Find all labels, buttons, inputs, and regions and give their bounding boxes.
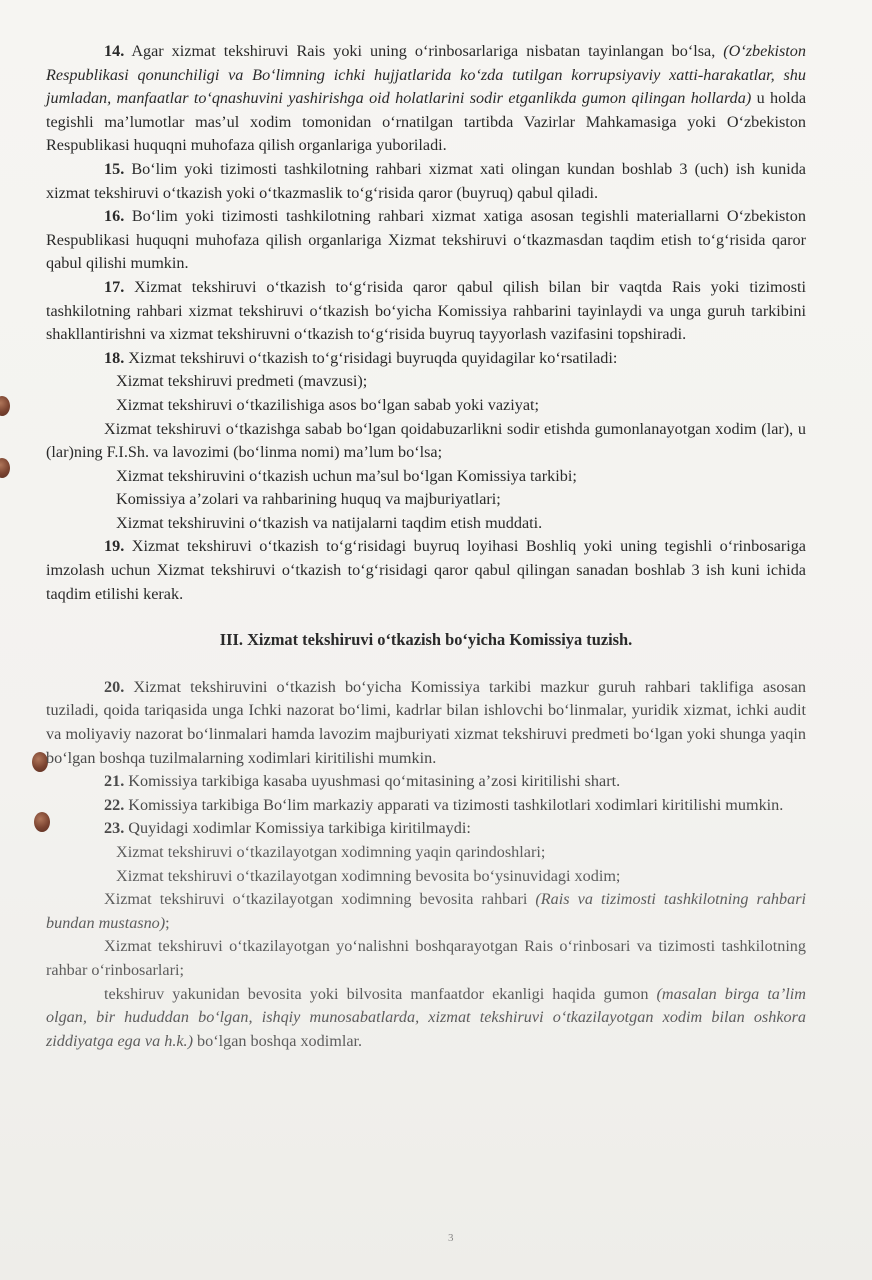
list-item-text: Xizmat tekshiruvini o‘tkazish uchun ma’sul bo‘lgan Komissiya tarkibi; <box>116 466 577 485</box>
list-item-text: bo‘lgan boshqa xodimlar. <box>193 1031 363 1050</box>
paragraph-number: 21. <box>104 772 125 791</box>
list-item <box>46 465 806 489</box>
list-item-text: Xizmat tekshiruvi o‘tkazilishiga asos bo‘lgan sabab yoki vaziyat; <box>116 395 540 414</box>
list-item <box>46 394 806 418</box>
paragraph-text: Xizmat tekshiruvi o‘tkazish to‘g‘risidagi buyruqda quyidagilar ko‘rsatiladi: <box>124 348 618 367</box>
list-item-text: Xizmat tekshiruvi o‘tkazilayotgan xodimning bevosita bo‘ysinuvidagi xodim; <box>116 866 621 885</box>
list-item-text: Xizmat tekshiruvi o‘tkazilayotgan xodimning bevosita rahbari <box>104 890 536 909</box>
paragraph-number: 15. <box>104 159 125 178</box>
paragraph-text: Komissiya tarkibiga Bo‘lim markaziy apparati va tizimosti tashkilotlari xodimlari kiritilishi mumkin. <box>124 795 784 814</box>
paragraph-number: 23. <box>104 819 125 838</box>
paragraph-number: 22. <box>104 795 125 814</box>
list-item <box>46 841 806 865</box>
list-item <box>46 935 806 982</box>
list-item-text: tekshiruv yakunidan bevosita yoki bilvosita manfaatdor ekanligi haqida gumon <box>104 984 657 1003</box>
italic-clause: (O‘zbekiston Respublikasi qonunchiligi va Bo‘limning ichki hujjatlarida ko‘zda tutilgan korrupsiyaviy xatti-harakatlar, shu jumladan, manfaatlar to‘qnashuvini yashirishga oid holatlarini sodir etganlikda gumon qilingan hollarda) <box>46 42 806 108</box>
list-item <box>46 370 806 394</box>
list-item-text: Xizmat tekshiruvi o‘tkazilayotgan yo‘nalishni boshqarayotgan Rais o‘rinbosari va tizimosti tashkilotning rahbar o‘rinbosarlari; <box>46 937 806 979</box>
list-item-text: Xizmat tekshiruvi o‘tkazishga sabab bo‘lgan qoidabuzarlikni sodir etishda gumonlanayotgan xodim (lar), u (lar)ning F.I.Sh. va lavozimi (bo‘linma nomi) ma’lum bo‘lsa; <box>46 419 806 462</box>
paragraph-number: 20. <box>104 677 125 696</box>
paragraph-17 <box>46 276 806 347</box>
list-item <box>46 512 806 536</box>
paragraph-20 <box>46 676 806 770</box>
list-item <box>46 983 806 1054</box>
paragraph-23 <box>46 817 806 841</box>
punch-hole <box>0 458 10 478</box>
punch-hole <box>0 396 10 416</box>
section-heading: III. Xizmat tekshiruvi o‘tkazish bo‘yicha Komissiya tuzish. <box>219 630 633 650</box>
paragraph-text: Bo‘lim yoki tizimosti tashkilotning rahbari xizmat xatiga asosan tegishli materiallarni O‘zbekiston Respublikasi huquqni muhofaza qilish organlariga Xizmat tekshiruvi o‘tkazmasdan taqdim etish to‘g‘risida qaror qabul qilishi mumkin. <box>46 207 806 273</box>
paragraph-16 <box>46 205 806 276</box>
paragraph-text: Quyidagi xodimlar Komissiya tarkibiga kiritilmaydi: <box>124 819 471 838</box>
paragraph-text: Komissiya tarkibiga kasaba uyushmasi qo‘mitasining a’zosi kiritilishi shart. <box>124 772 621 791</box>
paragraph-text: Agar xizmat tekshiruvi Rais yoki uning o‘rinbosarlariga nisbatan tayinlangan bo‘lsa, <box>124 42 724 60</box>
paragraph-15 <box>46 158 806 205</box>
list-item-text: Xizmat tekshiruvi predmeti (mavzusi); <box>116 372 368 391</box>
paragraph-number: 14. <box>104 42 125 60</box>
paragraph-19 <box>46 535 806 606</box>
list-item <box>46 888 806 935</box>
list-item-text: Xizmat tekshiruvini o‘tkazish va natijalarni taqdim etish muddati. <box>116 513 543 532</box>
paragraph-18 <box>46 347 806 371</box>
document-body <box>46 40 806 1053</box>
paragraph-text: Xizmat tekshiruvini o‘tkazish bo‘yicha Komissiya tarkibi mazkur guruh rahbari taklifiga asosan tuziladi, qoida tariqasida unga Ichki nazorat bo‘limi, kadrlar bilan ishlovchi bo‘linmalar, yuridik xizmat, ichki audit va moliyaviy nazorat bo‘linmalari hamda lavozim majburiyati xizmat tekshiruvi predmeti bo‘lgan yoki shunga yaqin bo‘lgan boshqa tuzilmalarning xodimlari kiritilishi mumkin. <box>46 677 806 767</box>
paragraph-text: u holda tegishli ma’lumotlar mas’ul xodim tomonidan o‘rnatilgan tartibda Vazirlar Mahkamasiga yoki O‘zbekiston Respublikasi huquqni muhofaza qilish organlariga yuboriladi. <box>46 89 807 155</box>
paragraph-number: 17. <box>104 277 125 296</box>
paragraph-number: 18. <box>104 348 125 367</box>
paragraph-number: 19. <box>104 537 125 556</box>
paragraph-number: 16. <box>104 207 125 226</box>
italic-clause: (masalan birga ta’lim olgan, bir hududdan bo‘lgan, ishqiy munosabatlarda, xizmat tekshiruvi o‘tkazilayotgan xodim bilan oshkora ziddiyatga ega va h.k.) <box>46 984 806 1050</box>
list-item-text: Komissiya a’zolari va rahbarining huquq va majburiyatlari; <box>116 490 501 509</box>
paragraph-22 <box>46 794 806 818</box>
paragraph-14 <box>46 40 806 158</box>
paragraph-text: Bo‘lim yoki tizimosti tashkilotning rahbari xizmat xati olingan kundan boshlab 3 (uch) ish kunida xizmat tekshiruvi o‘tkazish yoki o‘tkazmaslik to‘g‘risida qaror (buyruq) qabul qiladi. <box>46 159 806 202</box>
italic-clause: (Rais va tizimosti tashkilotning rahbari bundan mustasno) <box>46 890 806 932</box>
list-item-text: ; <box>165 913 170 932</box>
list-item <box>46 865 806 889</box>
paragraph-text: Xizmat tekshiruvi o‘tkazish to‘g‘risida qaror qabul qilish bilan bir vaqtda Rais yoki tizimosti tashkilotning rahbari xizmat tekshiruvi o‘tkazish bo‘yicha Komissiya rahbarini tayinlaydi va unga guruh tarkibini shakllantirishni va xizmat tekshiruvni o‘tkazish to‘g‘risida buyruq tayyorlash vazifasini topshiradi. <box>46 277 806 344</box>
paragraph-text: Xizmat tekshiruvi o‘tkazish to‘g‘risidagi buyruq loyihasi Boshliq yoki uning tegishli o‘rinbosariga imzolash uchun Xizmat tekshiruvi o‘tkazish to‘g‘risidagi qaror qabul qilingan sanadan boshlab 3 ish kuni ichida taqdim etilishi kerak. <box>46 537 806 603</box>
page-number: 3 <box>448 1232 454 1244</box>
paragraph-21 <box>46 770 806 794</box>
list-item <box>46 488 806 512</box>
list-item-text: Xizmat tekshiruvi o‘tkazilayotgan xodimning yaqin qarindoshlari; <box>116 843 546 861</box>
list-item <box>46 418 806 465</box>
